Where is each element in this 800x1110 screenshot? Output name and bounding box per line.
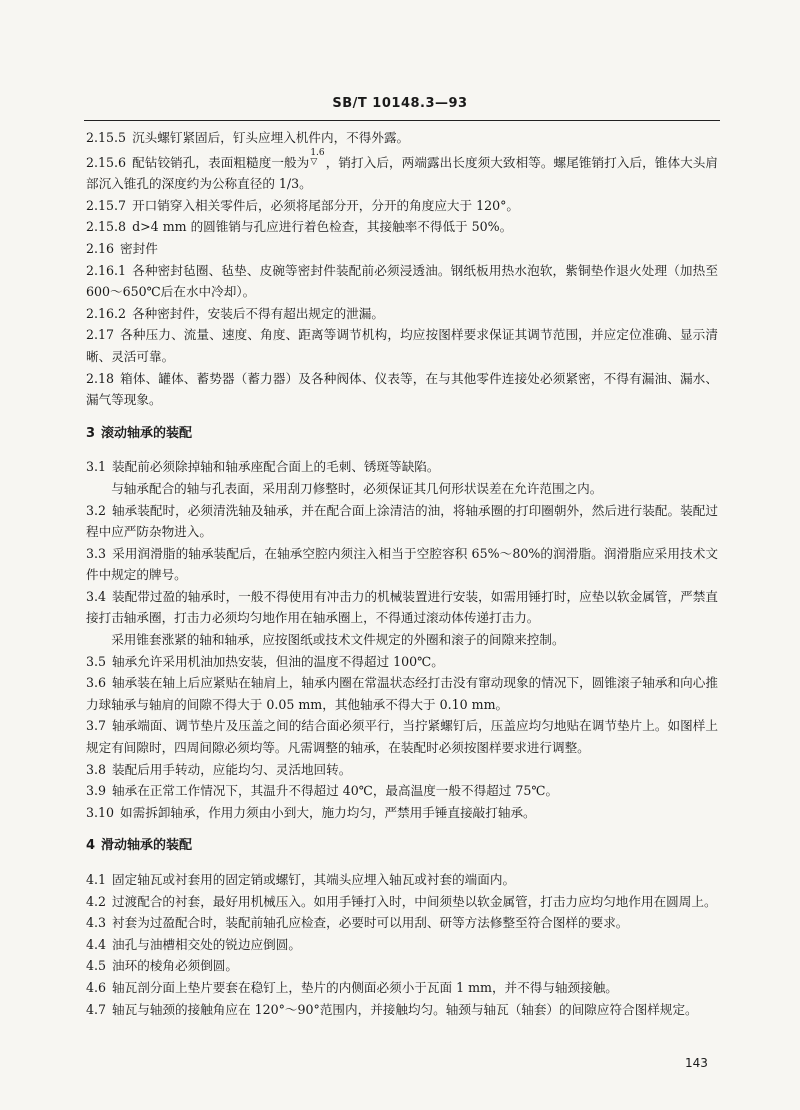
clause-4-7 [86,999,718,1021]
header-rule [84,120,720,121]
clause-text: 装配前必须除掉轴和轴承座配合面上的毛刺、锈斑等缺陷。 [112,459,440,475]
clause-3-8 [86,759,718,781]
clause-text: 如需拆卸轴承，作用力须由小到大，施力均匀，严禁用手锤直接敲打轴承。 [120,804,536,820]
clause-2-16-1 [86,260,718,303]
section-title: 滚动轴承的装配 [101,425,193,441]
clause-number: 3.10 [86,804,115,820]
clause-4-5 [86,955,718,977]
clause-text: 密封件 [120,240,158,256]
clause-3-9 [86,780,718,802]
clause-number: 4.3 [86,915,107,931]
clause-3-4 [86,586,718,629]
clause-text: 轴承端面、调节垫片及压盖之间的结合面必须平行，当拧紧螺钉后，压盖应均匀地贴在调节垫片上。如图样上规定有间隙时，四周间隙必须均等。凡需调整的轴承，在装配时必须按图样要求进行调整。 [86,718,718,756]
clause-2-15-8 [86,216,718,238]
clause-4-2 [86,891,718,913]
clause-text: ，销打入后，两端露出长度须大致相等。螺尾锥销打入后，锥体大头肩部沉入锥孔的深度约为公称直径的 1/3。 [86,154,719,192]
clause-text: 轴瓦与轴颈的接触角应在 120°～90°范围内，并接触均匀。轴颈与轴瓦（轴套）的间隙应符合图样规定。 [112,1001,698,1017]
clause-3-7 [86,715,718,758]
roughness-symbol-icon: 1.6 ▽ [310,147,325,167]
clause-4-4 [86,934,718,956]
clause-3-4-continued [86,629,718,651]
clause-number: 2.15.7 [86,197,127,213]
clause-text: 各种密封件，安装后不得有超出规定的泄漏。 [132,305,384,321]
standard-code-header: SB/T 10148.3—93 [332,96,468,111]
clause-2-15-7 [86,195,718,217]
clause-number: 3.8 [86,761,107,777]
clause-number: 2.16 [86,240,115,256]
clause-2-16 [86,238,718,260]
clause-text: 箱体、罐体、蓄势器（蓄力器）及各种阀体、仪表等，在与其他零件连接处必须紧密，不得有漏油、漏水、漏气等现象。 [86,370,718,408]
clause-3-3 [86,543,718,586]
clause-2-15-5 [86,127,718,149]
section-heading-4 [86,835,718,857]
clause-2-15-6 [86,149,718,195]
clause-text: 各种密封毡圈、毡垫、皮碗等密封件装配前必须浸透油。钢纸板用热水泡软，紫铜垫作退火处理（加热至 600～650℃后在水中冷却）。 [86,262,718,300]
clause-text: 沉头螺钉紧固后，钉头应埋入机件内，不得外露。 [132,130,410,145]
clause-number: 2.16.1 [86,262,127,278]
clause-text: 过渡配合的衬套，最好用机械压入。如用手锤打入时，中间须垫以软金属管，打击力应均匀地作用在圆周上。 [112,893,717,909]
clause-text: 轴承在正常工作情况下，其温升不得超过 40℃，最高温度一般不得超过 75℃。 [112,783,559,799]
clause-3-1 [86,456,718,478]
section-title: 滑动轴承的装配 [101,838,193,854]
clause-2-18 [86,368,718,411]
clause-text: d>4 mm 的圆锥销与孔应进行着色检查，其接触率不得低于 50%。 [132,219,513,235]
clause-text: 与轴承配合的轴与孔表面，采用刮刀修整时，必须保证其几何形状误差在允许范围之内。 [111,480,603,496]
clause-number: 2.15.6 [86,154,127,170]
clause-text: 装配带过盈的轴承时，一般不得使用有冲击力的机械装置进行安装，如需用锤打时，应垫以软金属管，严禁直接打击轴承圈，打击力必须均匀地作用在轴承圈上，不得通过滚动体传递打击力。 [86,588,718,626]
section-number: 3 [86,425,96,441]
clause-3-6 [86,672,718,715]
clause-number: 3.1 [86,459,107,475]
page-number: 143 [685,1056,708,1070]
clause-text: 衬套为过盈配合时，装配前轴孔应检查，必要时可以用刮、研等方法修整至符合图样的要求。 [112,915,629,931]
clause-text: 轴承允许采用机油加热安装，但油的温度不得超过 100℃。 [112,653,444,669]
section-number: 4 [86,838,96,854]
document-body [86,127,718,1020]
clause-number: 2.18 [86,370,115,386]
clause-number: 4.4 [86,936,107,952]
clause-text: 油孔与油槽相交处的锐边应倒圆。 [112,936,301,952]
roughness-value: 1.6 [310,147,325,158]
clause-3-5 [86,651,718,673]
clause-number: 3.7 [86,718,107,734]
clause-text: 采用锥套涨紧的轴和轴承，应按图纸或技术文件规定的外圈和滚子的间隙来控制。 [111,632,565,648]
clause-text: 各种压力、流量、速度、角度、距离等调节机构，均应按图样要求保证其调节范围，并应定位准确、显示清晰、灵活可靠。 [86,327,718,364]
clause-number: 4.7 [86,1001,107,1017]
clause-number: 2.15.5 [86,130,127,145]
clause-4-6 [86,977,718,999]
clause-text: 采用润滑脂的轴承装配后，在轴承空腔内须注入相当于空腔容积 65%～80%的润滑脂。润滑脂应采用技术文件中规定的牌号。 [86,545,718,583]
clause-number: 2.17 [86,327,115,343]
clause-3-2 [86,500,718,543]
clause-number: 2.15.8 [86,219,127,235]
clause-number: 4.2 [86,893,107,909]
clause-text: 固定轴瓦或衬套用的固定销或螺钉，其端头应埋入轴瓦或衬套的端面内。 [112,872,516,887]
clause-number: 4.5 [86,958,107,974]
clause-3-10 [86,802,718,824]
clause-text: 轴瓦剖分面上垫片要套在稳钉上，垫片的内侧面必须小于瓦面 1 mm，并不得与轴颈接触。 [112,979,618,995]
clause-number: 4.1 [86,872,107,887]
clause-text: 开口销穿入相关零件后，必须将尾部分开，分开的角度应大于 120°。 [132,197,520,213]
clause-text: 配钻铰销孔，表面粗糙度一般为 [132,154,310,170]
clause-3-1-continued [86,478,718,500]
clause-number: 3.2 [86,502,107,518]
clause-text: 油环的棱角必须倒圆。 [112,958,238,974]
clause-4-3 [86,912,718,934]
clause-text: 轴承装配时，必须清洗轴及轴承，并在配合面上涂清洁的油，将轴承圈的打印圈朝外，然后进行装配。装配过程中应严防杂物进入。 [86,502,718,540]
clause-4-1 [86,869,718,891]
clause-number: 3.9 [86,783,107,799]
clause-number: 2.16.2 [86,305,127,321]
clause-number: 4.6 [86,979,107,995]
clause-number: 3.4 [86,588,107,604]
clause-number: 3.3 [86,545,107,561]
section-heading-3 [86,423,718,445]
clause-2-16-2 [86,303,718,325]
clause-number: 3.6 [86,675,107,691]
clause-2-17 [86,324,718,367]
clause-text: 轴承装在轴上后应紧贴在轴肩上，轴承内圈在常温状态经打击没有窜动现象的情况下，圆锥滚子轴承和向心推力球轴承与轴肩的间隙不得大于 0.05 mm，其他轴承不得大于 0.10 mm。 [86,675,718,712]
clause-text: 装配后用手转动，应能均匀、灵活地回转。 [112,761,352,777]
clause-number: 3.5 [86,653,107,669]
